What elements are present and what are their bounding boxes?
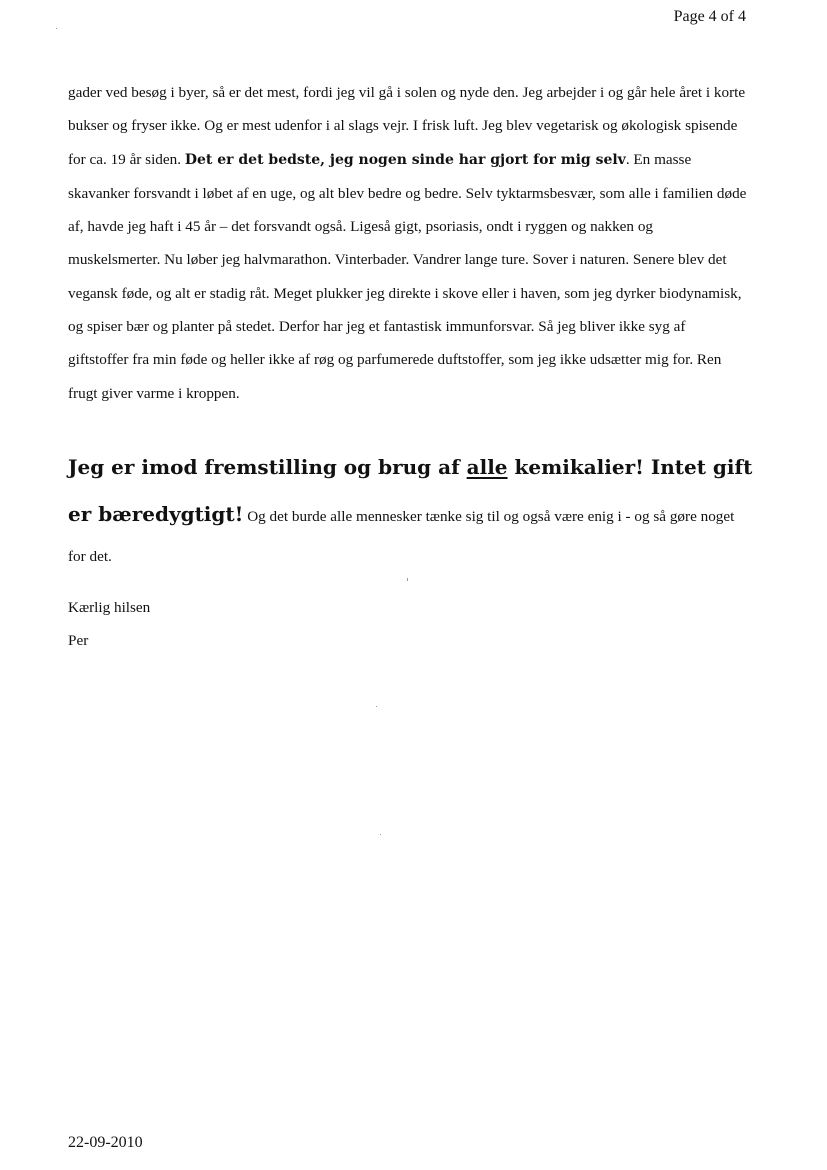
greeting: Kærlig hilsen [68,599,151,616]
page-number: Page 4 of 4 [673,8,746,25]
paragraph-text: gader ved besøg i byer, så er det mest, fordi jeg vil gå i solen og nyde den. Jeg arbejder i og går hele året i korte bukser og fryser ikke. Og er mest udenfor i al slags vejr. I frisk luft. Jeg blev vegetarisk og økologisk spisende for ca. 19 år siden. [68,84,746,168]
scan-speck [56,28,57,29]
body-paragraph [68,76,748,410]
closing-block [68,591,150,657]
conclusion-paragraph [68,445,758,575]
statement-start: Jeg er imod fremstilling og brug af [68,455,467,479]
scan-speck [376,706,377,707]
emphasized-statement: Det er det bedste, jeg nogen sinde har gjort for mig selv [184,151,626,168]
statement-end: kemikalier! Intet gift er bæredygtigt! [68,455,753,526]
conclusion-follow-up-end: for det. [68,548,112,565]
signature: Per [68,632,89,649]
scan-speck [407,578,408,581]
underlined-word: alle [466,455,508,479]
paragraph-text-continued: . En masse skavanker forsvandt i løbet af en uge, og alt blev bedre og bedre. Selv tyktarmsbesvær, som alle i familien døde af, havde jeg haft i 45 år – det forsvandt også. Ligeså gigt, psoriasis, ondt i ryggen og nakken og muskelsmerter. Nu løber jeg halvmarathon. Vinterbader. Vandrer lange ture. Sover i naturen. Senere blev det vegansk føde, og alt er stadig råt. Meget plukker jeg direkte i skove eller i haven, som jeg dyrker biodynamisk, og spiser bær og planter på stedet. Derfor har jeg et fantastisk immunforsvar. Så jeg bliver ikke syg af giftstoffer fra min føde og heller ikke af røg og parfumerede duftstoffer, som jeg ikke udsætter mig for. Ren frugt giver varme i kroppen. [68,150,747,402]
scan-speck [380,834,381,835]
footer-date: 22-09-2010 [68,1134,143,1151]
conclusion-follow-up: Og det burde alle mennesker tænke sig til og også være enig i - og så gøre noget [243,508,735,525]
